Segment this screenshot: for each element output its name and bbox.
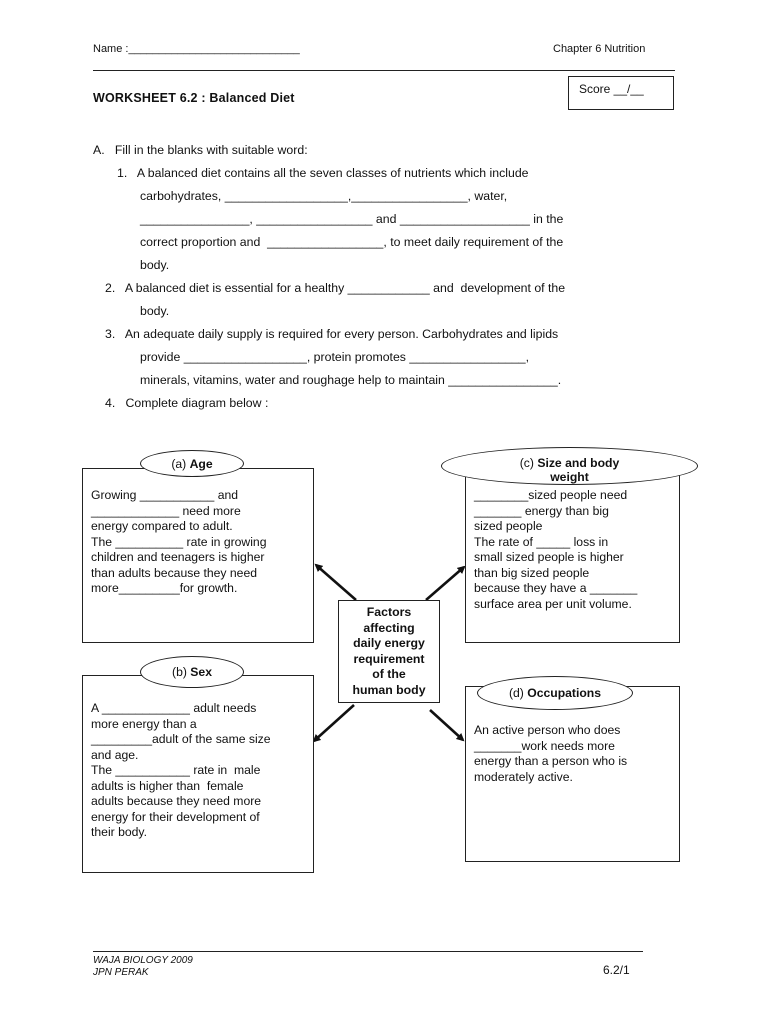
sex-line: adults because they need more bbox=[91, 794, 262, 808]
score-label: Score __/__ bbox=[579, 82, 644, 96]
sex-line: energy for their development of bbox=[91, 809, 260, 824]
sex-line: their body. bbox=[91, 825, 148, 839]
size-line: than big sized people bbox=[474, 565, 590, 580]
age-line: Growing ___________ and bbox=[91, 488, 239, 502]
sex-prefix: (b) bbox=[172, 665, 191, 679]
sex-line: adults is higher than female bbox=[91, 778, 244, 793]
size-line: ________sized people need bbox=[474, 488, 628, 502]
sex-oval bbox=[140, 656, 244, 688]
sex-box-text bbox=[91, 701, 271, 841]
question-line: carbohydrates, __________________,_________________, water, bbox=[140, 189, 508, 203]
size-prefix: (c) bbox=[519, 456, 538, 470]
center-line: human body bbox=[352, 682, 426, 697]
age-line: than adults because they need bbox=[91, 565, 258, 580]
arrow-to-age bbox=[316, 565, 356, 600]
footer-rule bbox=[93, 951, 643, 952]
occupations-line: An active person who does bbox=[474, 723, 621, 737]
age-oval bbox=[140, 450, 244, 477]
age-line: The __________ rate in growing bbox=[91, 534, 267, 549]
size-box-text bbox=[474, 488, 637, 612]
age-line: more_________for growth. bbox=[91, 581, 238, 595]
size-label-line2: weight bbox=[550, 470, 589, 484]
arrow-to-size bbox=[426, 567, 464, 600]
sex-label: Sex bbox=[190, 665, 212, 679]
size-line: _______ energy than big bbox=[474, 503, 609, 518]
question-line: ________________, _________________ and ___________________ in the bbox=[140, 212, 564, 226]
center-line: of the bbox=[372, 667, 406, 681]
arrow-to-occupations bbox=[430, 710, 463, 740]
factors-center-box bbox=[338, 600, 440, 703]
sex-line: The ___________ rate in male bbox=[91, 763, 261, 777]
section-a-heading: A. Fill in the blanks with suitable word: bbox=[93, 143, 308, 157]
sex-line: _________adult of the same size bbox=[91, 732, 271, 746]
page-number: 6.2/1 bbox=[603, 963, 630, 977]
occupations-line: _______work needs more bbox=[474, 738, 615, 753]
center-line: affecting bbox=[363, 620, 415, 635]
center-line: Factors bbox=[366, 605, 412, 619]
question-line: provide __________________, protein promotes _________________, bbox=[140, 350, 530, 364]
age-line: energy compared to adult. bbox=[91, 519, 233, 533]
question-line: body. bbox=[140, 258, 170, 272]
age-prefix: (a) bbox=[171, 457, 190, 471]
occupations-line: moderately active. bbox=[474, 769, 573, 784]
question-line: 2. A balanced diet is essential for a healthy ____________ and development of the bbox=[105, 281, 566, 295]
sex-line: A _____________ adult needs bbox=[91, 701, 257, 715]
age-box-text bbox=[91, 488, 267, 597]
question-line: minerals, vitamins, water and roughage help to maintain ________________. bbox=[140, 373, 562, 387]
size-line: surface area per unit volume. bbox=[474, 596, 632, 611]
footer-line1: WAJA BIOLOGY 2009 bbox=[93, 955, 193, 966]
worksheet-title: WORKSHEET 6.2 : Balanced Diet bbox=[93, 91, 295, 105]
occupations-prefix: (d) bbox=[508, 686, 528, 700]
size-oval bbox=[441, 447, 698, 485]
age-line: _____________ need more bbox=[91, 503, 241, 518]
sex-line: and age. bbox=[91, 747, 139, 762]
size-line: small sized people is higher bbox=[474, 550, 624, 564]
question-line: 4. Complete diagram below : bbox=[105, 396, 269, 410]
footer-line2: JPN PERAK bbox=[93, 967, 149, 978]
occupations-box-text bbox=[474, 723, 627, 785]
center-line: daily energy bbox=[353, 636, 425, 650]
size-line: because they have a _______ bbox=[474, 581, 638, 595]
sex-line: more energy than a bbox=[91, 716, 197, 731]
age-line: children and teenagers is higher bbox=[91, 550, 265, 564]
name-field-label: Name :____________________________ bbox=[93, 43, 300, 55]
occupations-label: Occupations bbox=[527, 686, 602, 700]
age-label: Age bbox=[189, 457, 213, 471]
size-line: sized people bbox=[474, 519, 543, 533]
question-line: 1. A balanced diet contains all the seven classes of nutrients which include bbox=[117, 166, 529, 180]
size-line: The rate of _____ loss in bbox=[474, 534, 609, 549]
question-line: 3. An adequate daily supply is required for every person. Carbohydrates and lipids bbox=[105, 327, 559, 341]
occupations-oval bbox=[477, 676, 633, 710]
chapter-label: Chapter 6 Nutrition bbox=[553, 43, 646, 55]
question-line: correct proportion and _________________, to meet daily requirement of the bbox=[140, 235, 564, 249]
arrow-to-sex bbox=[314, 705, 354, 741]
occupations-line: energy than a person who is bbox=[474, 754, 628, 768]
size-label: Size and body bbox=[537, 456, 620, 470]
question-line: body. bbox=[140, 304, 170, 318]
center-line: requirement bbox=[353, 651, 425, 666]
